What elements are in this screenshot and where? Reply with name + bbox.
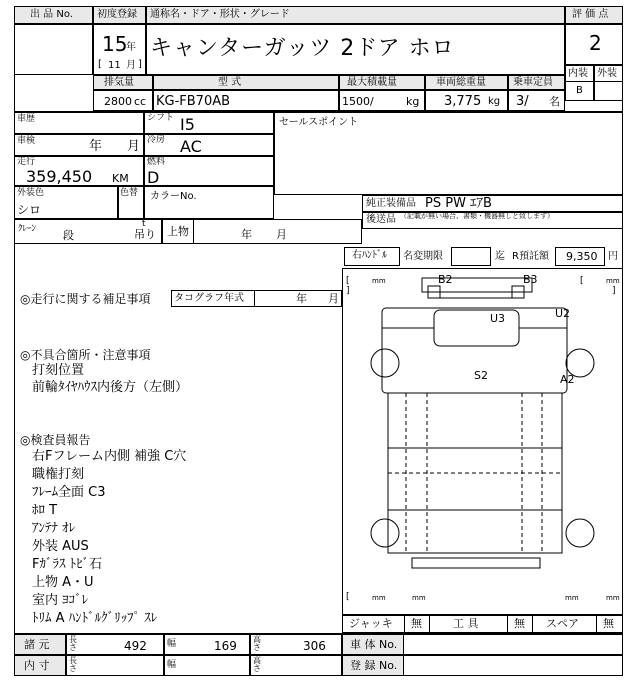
mileage-label: 走行 (17, 157, 36, 167)
tread-fr-close: ] (612, 286, 616, 296)
capacity-unit: 名 (549, 95, 560, 108)
max-load-unit: kg (406, 95, 420, 108)
color-number-label: カラーNo. (150, 191, 197, 202)
recycle-value: 9,350 (566, 250, 598, 263)
model-type-label-cell (153, 75, 339, 90)
crane-ton: t (142, 219, 146, 229)
windshield (434, 310, 519, 346)
height-cell (250, 634, 342, 655)
lot-label: 出 品 No. (30, 9, 73, 20)
length-cell (66, 634, 164, 655)
gross-weight-label: 車両総重量 (436, 77, 486, 88)
front-left-wheel (371, 349, 399, 377)
inner-width-label: 幅 (167, 660, 177, 670)
grade-split-line (565, 81, 623, 82)
first-reg-month-open: [ (98, 59, 102, 70)
length-value: 492 (124, 639, 147, 653)
running-remarks-label: ◎走行に関する補足事項 (20, 292, 151, 306)
shift-value: I5 (180, 115, 195, 134)
shift-label: シフト (147, 113, 175, 123)
equipment-label: 純正装備品 (366, 198, 416, 209)
tachograph-label: タコグラフ年式 (174, 293, 244, 304)
inspector-line-9: 室内 ﾖｺﾞﾚ (32, 593, 89, 608)
tread-rr-unit: mm (565, 594, 579, 602)
exterior-label: 外装 (597, 68, 617, 79)
mark-u2: U2 (555, 307, 571, 320)
tread-rr-unit-2: mm (606, 594, 620, 602)
gross-weight-value: 3,775 (444, 94, 482, 109)
chassis-label: 車 体 No. (350, 638, 398, 651)
upper-divider (193, 219, 194, 244)
mileage-value: 359,450 (26, 167, 93, 186)
crane-lift: 吊り (134, 228, 156, 241)
tools-label: 工 具 (453, 617, 479, 630)
grade-label: 評 価 点 (572, 9, 609, 20)
first-reg-label: 初度登録 (97, 9, 137, 20)
fuel-label: 燃料 (147, 157, 166, 167)
max-load-value: 1500/ (342, 95, 374, 108)
mark-b3: B3 (523, 273, 538, 286)
handle-value: 右ﾊﾝﾄﾞﾙ (352, 250, 387, 261)
tread-fr-bracket: [ (580, 276, 584, 286)
defects-label: ◎不具合箇所・注意事項 (20, 348, 151, 362)
length-label: 長さ (69, 635, 77, 652)
height-value: 306 (303, 639, 326, 653)
upper-month: 月 (276, 228, 287, 241)
jack-label: ジャッキ (349, 617, 393, 630)
color-value: シロ (17, 203, 42, 217)
height-label: 高さ (253, 635, 261, 652)
inspector-line-1: 右Fフレーム内側 補強 C穴 (32, 449, 187, 464)
inspector-line-10: ﾄﾘﾑ A ﾊﾝﾄﾞﾙｸﾞﾘｯﾌﾟ ｽﾚ (32, 611, 158, 626)
model-type-label: 型 式 (218, 77, 242, 88)
upper-year: 年 (241, 228, 252, 241)
fuel-value: D (147, 168, 160, 187)
tread-fl-bracket: [ (346, 276, 350, 286)
defect-line-2: 前輪ﾀｲﾔﾊｳｽ内後方（左側） (32, 380, 189, 395)
inspector-label: ◎検査員報告 (20, 433, 91, 447)
first-reg-year-unit: 年 (126, 42, 136, 53)
name-label: 通称名・ドア・形状・グレード (150, 9, 290, 20)
name-change-label: 名変期限 (403, 251, 443, 262)
jack-value: 無 (411, 617, 422, 630)
inspector-line-3: ﾌﾚｰﾑ全面 C3 (32, 485, 106, 500)
capacity-label: 乗車定員 (513, 77, 553, 88)
capacity-value: 3/ (516, 94, 529, 109)
color-change-label: 色替 (120, 188, 139, 198)
width-cell (164, 634, 250, 655)
defect-line-1: 打刻位置 (32, 363, 85, 378)
history-label: 車歴 (17, 114, 36, 124)
displacement-value: 2800 (104, 95, 132, 108)
first-reg-month-unit: 月 (126, 60, 136, 71)
mileage-unit: KM (112, 172, 129, 185)
score-value: 2 (589, 31, 602, 55)
interior-label: 内装 (568, 68, 588, 79)
inner-height-label: 高さ (253, 656, 261, 673)
tread-rl-bracket: [ (346, 592, 350, 602)
tachograph-divider (254, 290, 255, 307)
first-reg-month: 11 (108, 60, 121, 71)
rear-right-wheel (566, 519, 594, 547)
name-change-box (451, 247, 491, 266)
mark-u3: U3 (490, 312, 506, 325)
color-label: 外装色 (17, 188, 45, 198)
interior-grade: B (576, 85, 583, 96)
documents-label: 後送品 (366, 214, 396, 225)
inspection-month: 月 (127, 139, 141, 154)
inspector-line-4: ﾎﾛ T (32, 503, 58, 518)
tread-fl-close: ] (346, 286, 350, 296)
registration-label: 登 録 No. (350, 659, 398, 672)
model-name: キャンターガッツ 2ドア ホロ (150, 36, 455, 61)
rear-left-wheel (371, 519, 399, 547)
ac-value: AC (180, 137, 202, 156)
inner-length-label: 長さ (69, 656, 77, 673)
tachograph-month: 月 (328, 292, 339, 305)
name-change-unit: 迄 (495, 251, 505, 262)
mark-a2: A2 (560, 373, 575, 386)
spec-label: 諸 元 (24, 638, 50, 651)
mark-s2: S2 (474, 369, 488, 382)
inspector-line-8: 上物 A・U (32, 575, 94, 590)
gross-weight-unit: kg (488, 96, 501, 107)
inspector-line-5: ｱﾝﾃﾅ ｵﾚ (32, 521, 76, 536)
inspection-label: 車検 (17, 136, 36, 146)
sales-point-label: セールスポイント (279, 117, 359, 128)
tread-fr-unit: mm (606, 277, 620, 285)
crane-step: 段 (63, 229, 74, 242)
inner-width-cell (164, 655, 250, 676)
inspector-line-7: Fｶﾞﾗｽ ﾄﾋﾞ石 (32, 557, 103, 572)
inner-length-cell (66, 655, 164, 676)
first-reg-month-close: ] (138, 59, 142, 70)
equipment-value: PS PW ｴｱB (425, 196, 492, 211)
upper-cell (162, 219, 362, 244)
tread-rl-unit-2: mm (412, 594, 426, 602)
recycle-unit: 円 (608, 251, 618, 262)
width-label: 幅 (167, 639, 177, 649)
tread-rl-unit: mm (372, 594, 386, 602)
model-type-value: KG-FB70AB (156, 94, 231, 109)
inspector-line-2: 職権打刻 (32, 467, 85, 482)
displacement-unit: cc (134, 95, 147, 108)
inspection-year: 年 (89, 139, 103, 154)
spare-value: 無 (603, 617, 614, 630)
frame-rear (412, 558, 540, 568)
vehicle-diagram (342, 268, 623, 615)
tools-value: 無 (514, 617, 525, 630)
recycle-label: R預託額 (512, 251, 549, 262)
tread-fl-unit: mm (372, 277, 386, 285)
tachograph-year: 年 (296, 292, 307, 305)
size-label: 内 寸 (24, 659, 50, 672)
width-value: 169 (214, 639, 237, 653)
first-reg-year: 15 (102, 32, 128, 56)
documents-note: （記載が無い場合、書類・機器無しと致します） (400, 212, 554, 220)
max-load-label: 最大積載量 (347, 77, 397, 88)
crane-label: ｸﾚｰﾝ (18, 224, 37, 234)
inner-height-cell (250, 655, 342, 676)
upper-label: 上物 (167, 225, 189, 238)
mark-b2: B2 (438, 273, 453, 286)
ac-label: 冷房 (147, 135, 166, 145)
displacement-label: 排気量 (104, 77, 134, 88)
inspector-line-6: 外装 AUS (32, 539, 89, 554)
lot-number-cell (14, 24, 93, 75)
spare-label: スペア (546, 617, 579, 630)
